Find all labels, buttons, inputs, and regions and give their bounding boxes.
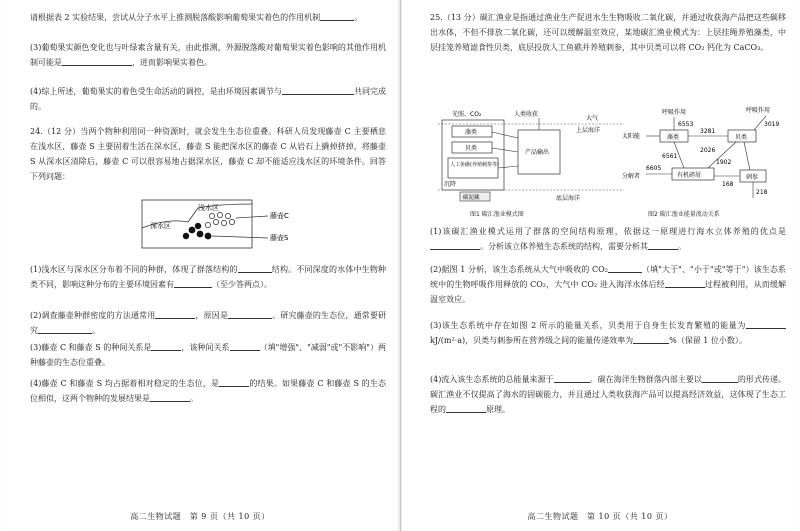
deep-zone-label: 深水区 xyxy=(150,222,171,230)
barnacle-c-label: 藤壶C xyxy=(270,212,289,220)
value-2026: 2026 xyxy=(700,147,716,154)
question-24-2: (2)调查藤壶种群密度的方法通常用 ，原因是 。研究藤壶的生态位，通常要研究 。 xyxy=(30,311,386,335)
paragraph-q23-4: (4)综上所述，葡萄果实的着色受生命活动的调控，是由环境因素调节与 共同完成的。 xyxy=(30,87,386,111)
light-co2-label: 光照、CO₂ xyxy=(452,111,482,118)
arrow-shellfish-seacucumber xyxy=(744,142,750,170)
bottom-ocean-label: 底层海洋 xyxy=(556,195,581,202)
value-1902: 1902 xyxy=(716,159,732,166)
answer-blank[interactable] xyxy=(746,320,786,329)
question-25-4: (4)流入该生态系统的总能量来源于 。碳在海洋生物群落内部主要以 的形式传递。碳汇渔业不仅提高了海水的固碳能力，并且通过人类收获海产品可以提高经济效益，这体现了生态工程的 原理。 xyxy=(430,375,786,414)
answer-blank[interactable] xyxy=(38,325,92,334)
page-9 xyxy=(8,0,392,531)
fig2-algae-label: 藻类 xyxy=(667,134,680,141)
question-24-intro: 24.（12 分）当两个物种利用同一种资源时，就会发生生态位重叠。科研人员发现藤壶 C 主要栖息在浅水区，藤壶 S 主要固着生活在深水区，藤壶 S 能把深水区的藤壶 C 从岩石上撬掉挤掉，将藤壶 S 从深水区清除后，藤壶 C 可以很容易地占据深水区，藤壶 C 却不能适应浅水区的环境条件。回答下列问题： xyxy=(30,127,386,181)
shallow-zone-label: 浅水区 xyxy=(198,204,219,212)
reef-box xyxy=(448,158,498,178)
answer-blank[interactable] xyxy=(665,279,705,288)
sea-cucumber-label: 刺参 xyxy=(746,174,759,181)
barnacle-c-dot xyxy=(217,212,222,217)
answer-blank[interactable] xyxy=(230,342,260,351)
algae-label: 藻类 xyxy=(465,129,478,136)
respiration-1-label: 呼吸作用 xyxy=(662,109,687,116)
answer-blank[interactable] xyxy=(174,279,212,288)
barnacle-distribution-diagram xyxy=(128,198,328,258)
output-label: 产品输出 xyxy=(525,149,550,156)
answer-blank[interactable] xyxy=(430,241,480,250)
barnacle-c-dot xyxy=(209,213,214,218)
upper-ocean-label: 上层海洋 xyxy=(576,127,601,134)
question-25-2: (2)据图 1 分析，该生态系统从大气中吸收的 CO₂ （填"大于"、"小于"或"等于"）该生态系统中的生物呼吸作用释放的 CO₂，大气中 CO₂ 进入海洋水体后经 过程被利用，从而缓解温室效应。 xyxy=(430,265,787,304)
answer-blank[interactable] xyxy=(228,310,272,319)
answer-blank[interactable] xyxy=(62,57,132,66)
answer-blank[interactable] xyxy=(554,374,590,383)
sediment-label: 沉降 xyxy=(444,181,457,188)
answer-blank[interactable] xyxy=(648,241,678,250)
answer-blank[interactable] xyxy=(320,12,354,21)
shellfish-label: 贝类 xyxy=(465,145,478,152)
figure-1-caption: 图1 碳汇渔业模式图 xyxy=(470,211,524,218)
page-footer: 高二生物试题 第 10 页（共 10 页） xyxy=(527,512,673,521)
fig2-shellfish-label: 贝类 xyxy=(735,134,748,141)
question-24-1: (1)浅水区与深水区分布着不同的种群，体现了群落结构的 结构。不同深度的水体中生物种类不同，影响这种分布的主要环境因素有 （至少答两点）。 xyxy=(30,265,386,289)
barnacle-s-dot xyxy=(189,227,196,234)
figure-2-caption: 图2 碳汇渔业能量流动关系 xyxy=(648,211,720,218)
value-6553: 6553 xyxy=(678,121,694,128)
barnacle-c-dot xyxy=(221,220,226,225)
value-3019: 3019 xyxy=(764,121,780,128)
answer-blank[interactable] xyxy=(282,86,320,95)
answer-blank[interactable] xyxy=(633,335,669,344)
carbon-mud-label: 碳泥藏 xyxy=(463,195,480,201)
paragraph-q23-2-end: 请根据表 2 实验结果，尝试从分子水平上推测脱落酸影响葡萄果实着色的作用机制 。 xyxy=(30,13,363,22)
sun-energy-label: 太阳能 xyxy=(622,133,641,140)
value-6605: 6605 xyxy=(646,165,662,172)
answer-blank[interactable] xyxy=(238,264,272,273)
atmosphere-label: 大气 xyxy=(586,115,599,122)
barnacle-s-dot xyxy=(183,233,189,239)
answer-blank[interactable] xyxy=(608,264,642,273)
page-divider xyxy=(400,0,401,531)
value-218: 218 xyxy=(756,189,768,196)
question-25-3: (3)该生态系统中存在如图 2 所示的能量关系，贝类用于自身生长发育繁殖的能量为kJ/(m²·a)，贝类与刺参所在营养级之间的能量传递效率为 %（保留 1 位小数）。 xyxy=(430,318,786,348)
answer-blank[interactable] xyxy=(702,374,738,383)
value-6561: 6561 xyxy=(662,153,678,160)
value-3281: 3281 xyxy=(700,128,716,135)
barnacle-c-dot xyxy=(205,222,210,227)
barnacle-s-label: 藤壶S xyxy=(270,234,289,242)
arrow-reef-output xyxy=(498,166,518,168)
answer-blank[interactable] xyxy=(446,404,486,413)
answer-blank[interactable] xyxy=(320,86,354,95)
paragraph-q23-3: (3)葡萄果实颜色变化也与叶绿素含量有关，由此推测，外源脱落酸对葡萄果实着色影响的其他作用机制可能是 ，进而影响果实着色。 xyxy=(30,43,386,67)
barnacle-s-dot xyxy=(205,233,212,240)
answer-blank[interactable] xyxy=(155,310,195,319)
organic-debris-label: 有机碎屑 xyxy=(677,172,702,179)
decomposer-label: 分解者 xyxy=(622,173,641,180)
value-168: 168 xyxy=(722,181,734,188)
barnacle-c-dot xyxy=(229,219,234,224)
question-24-3: (3)藤壶 C 和藤壶 S 的种间关系是 ，该种间关系 （填"增强"、"减弱"或"不影响"）两种藤壶的生态位重叠。 xyxy=(30,343,387,367)
answer-blank[interactable] xyxy=(150,393,190,402)
question-24-4: (4)藤壶 C 和藤壶 S 均占据着相对稳定的生态位，是 的结果。如果藤壶 C 和藤壶 S 的生态位相似，这两个物种的发展结果是 。 xyxy=(30,379,386,403)
barnacle-s-dot xyxy=(197,231,204,238)
answer-blank[interactable] xyxy=(151,342,181,351)
barnacle-c-dot xyxy=(225,213,230,218)
figure-1-carbon-sink-model xyxy=(436,108,626,208)
question-25-1: (1)该碳汇渔业模式运用了群落的空间结构原理，依据这一原理进行海水立体养殖的优点是。分析该立体养殖生态系统的结构，需要分析其 。 xyxy=(430,227,786,251)
arrow-shellfish-output xyxy=(492,148,518,152)
respiration-2-label: 呼吸作用 xyxy=(746,107,771,114)
barnacle-c-dot xyxy=(213,219,218,224)
question-25-intro: 25.（13 分）碳汇渔业是指通过渔业生产促进水生生物吸收二氧化碳，并通过收获海产品把这些碳移出水体，不但不排放二氧化碳，还可以缓解温室效应，某地碳汇渔业模式为：上层挂绳养殖藻类，中层挂笼养殖滤食性贝类，底层投放人工鱼礁并养殖刺参，其中贝类可以将 CO₂ 钙化为 CaCO₃。 xyxy=(430,13,786,52)
reef-label: 人工鱼礁(养殖刺参等) xyxy=(450,162,499,168)
barnacle-s-dot xyxy=(195,223,201,229)
arrow-algae-output xyxy=(492,132,518,138)
figure-2-energy-flow xyxy=(616,104,786,208)
answer-blank[interactable] xyxy=(219,378,249,387)
page-10 xyxy=(408,0,792,531)
harvest-label: 人类收获 xyxy=(514,111,539,118)
page-footer: 高二生物试题 第 9 页（共 10 页） xyxy=(130,512,270,521)
